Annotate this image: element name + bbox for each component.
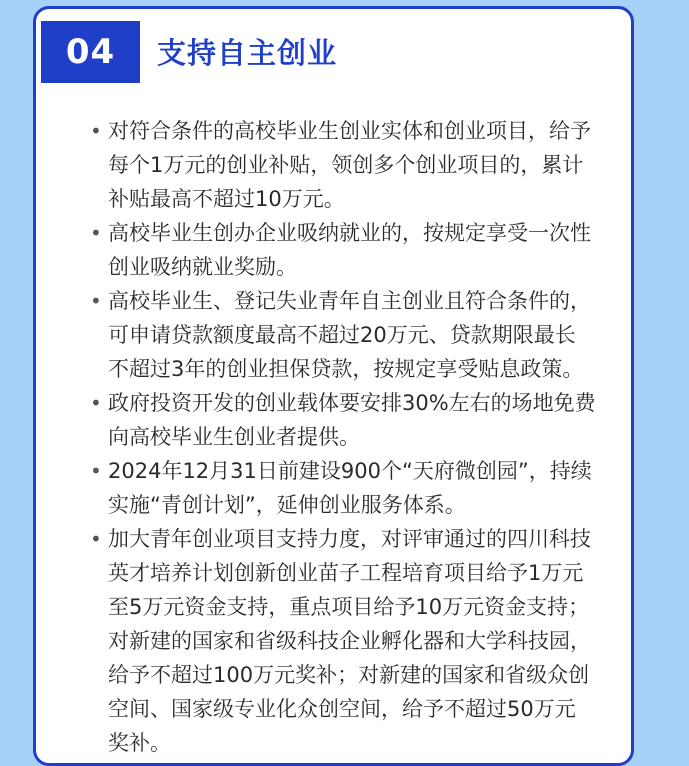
bullet-icon: • <box>90 221 102 245</box>
bullet-icon: • <box>90 289 102 313</box>
bullet-icon: • <box>90 527 102 551</box>
list-item <box>90 386 630 454</box>
item-line: 对新建的国家和省级科技企业孵化器和大学科技园， <box>108 629 591 653</box>
bullet-icon: • <box>90 119 102 143</box>
bullet-icon: • <box>90 459 102 483</box>
item-line: 加大青年创业项目支持力度，对评审通过的四川科技 <box>108 527 591 551</box>
item-line: 给予不超过100万元奖补；对新建的国家和省级众创 <box>108 663 590 687</box>
item-line: 对符合条件的高校毕业生创业实体和创业项目，给予 <box>108 119 591 143</box>
section-title: 支持自主创业 <box>157 36 338 70</box>
item-line: 不超过3年的创业担保贷款，按规定享受贴息政策。 <box>108 357 584 381</box>
item-line: 2024年12月31日前建设900个“天府微创园”，持续 <box>108 459 592 483</box>
list-item <box>90 284 630 386</box>
item-line: 实施“青创计划”，延伸创业服务体系。 <box>108 493 466 517</box>
item-line: 高校毕业生创办企业吸纳就业的，按规定享受一次性 <box>108 221 591 245</box>
item-line: 空间、国家级专业化众创空间，给予不超过50万元 <box>108 697 576 721</box>
list-item <box>90 454 630 522</box>
item-line: 高校毕业生、登记失业青年自主创业且符合条件的， <box>108 289 591 313</box>
list-item <box>90 522 630 760</box>
list-item <box>90 216 630 284</box>
item-line: 至5万元资金支持，重点项目给予10万元资金支持； <box>108 595 590 619</box>
bullet-icon: • <box>90 391 102 415</box>
item-line: 可申请贷款额度最高不超过20万元、贷款期限最长 <box>108 323 576 347</box>
item-line: 补贴最高不超过10万元。 <box>108 187 345 211</box>
item-line: 奖补。 <box>108 731 171 755</box>
item-line: 政府投资开发的创业载体要安排30%左右的场地免费 <box>108 391 596 415</box>
item-line: 创业吸纳就业奖励。 <box>108 255 297 279</box>
item-line: 向高校毕业生创业者提供。 <box>108 425 360 449</box>
item-line: 每个1万元的创业补贴，领创多个创业项目的，累计 <box>108 153 584 177</box>
policy-list <box>90 114 630 760</box>
section-number-badge: 04 <box>41 21 140 83</box>
item-line: 英才培养计划创新创业苗子工程培育项目给予1万元 <box>108 561 584 585</box>
list-item <box>90 114 630 216</box>
